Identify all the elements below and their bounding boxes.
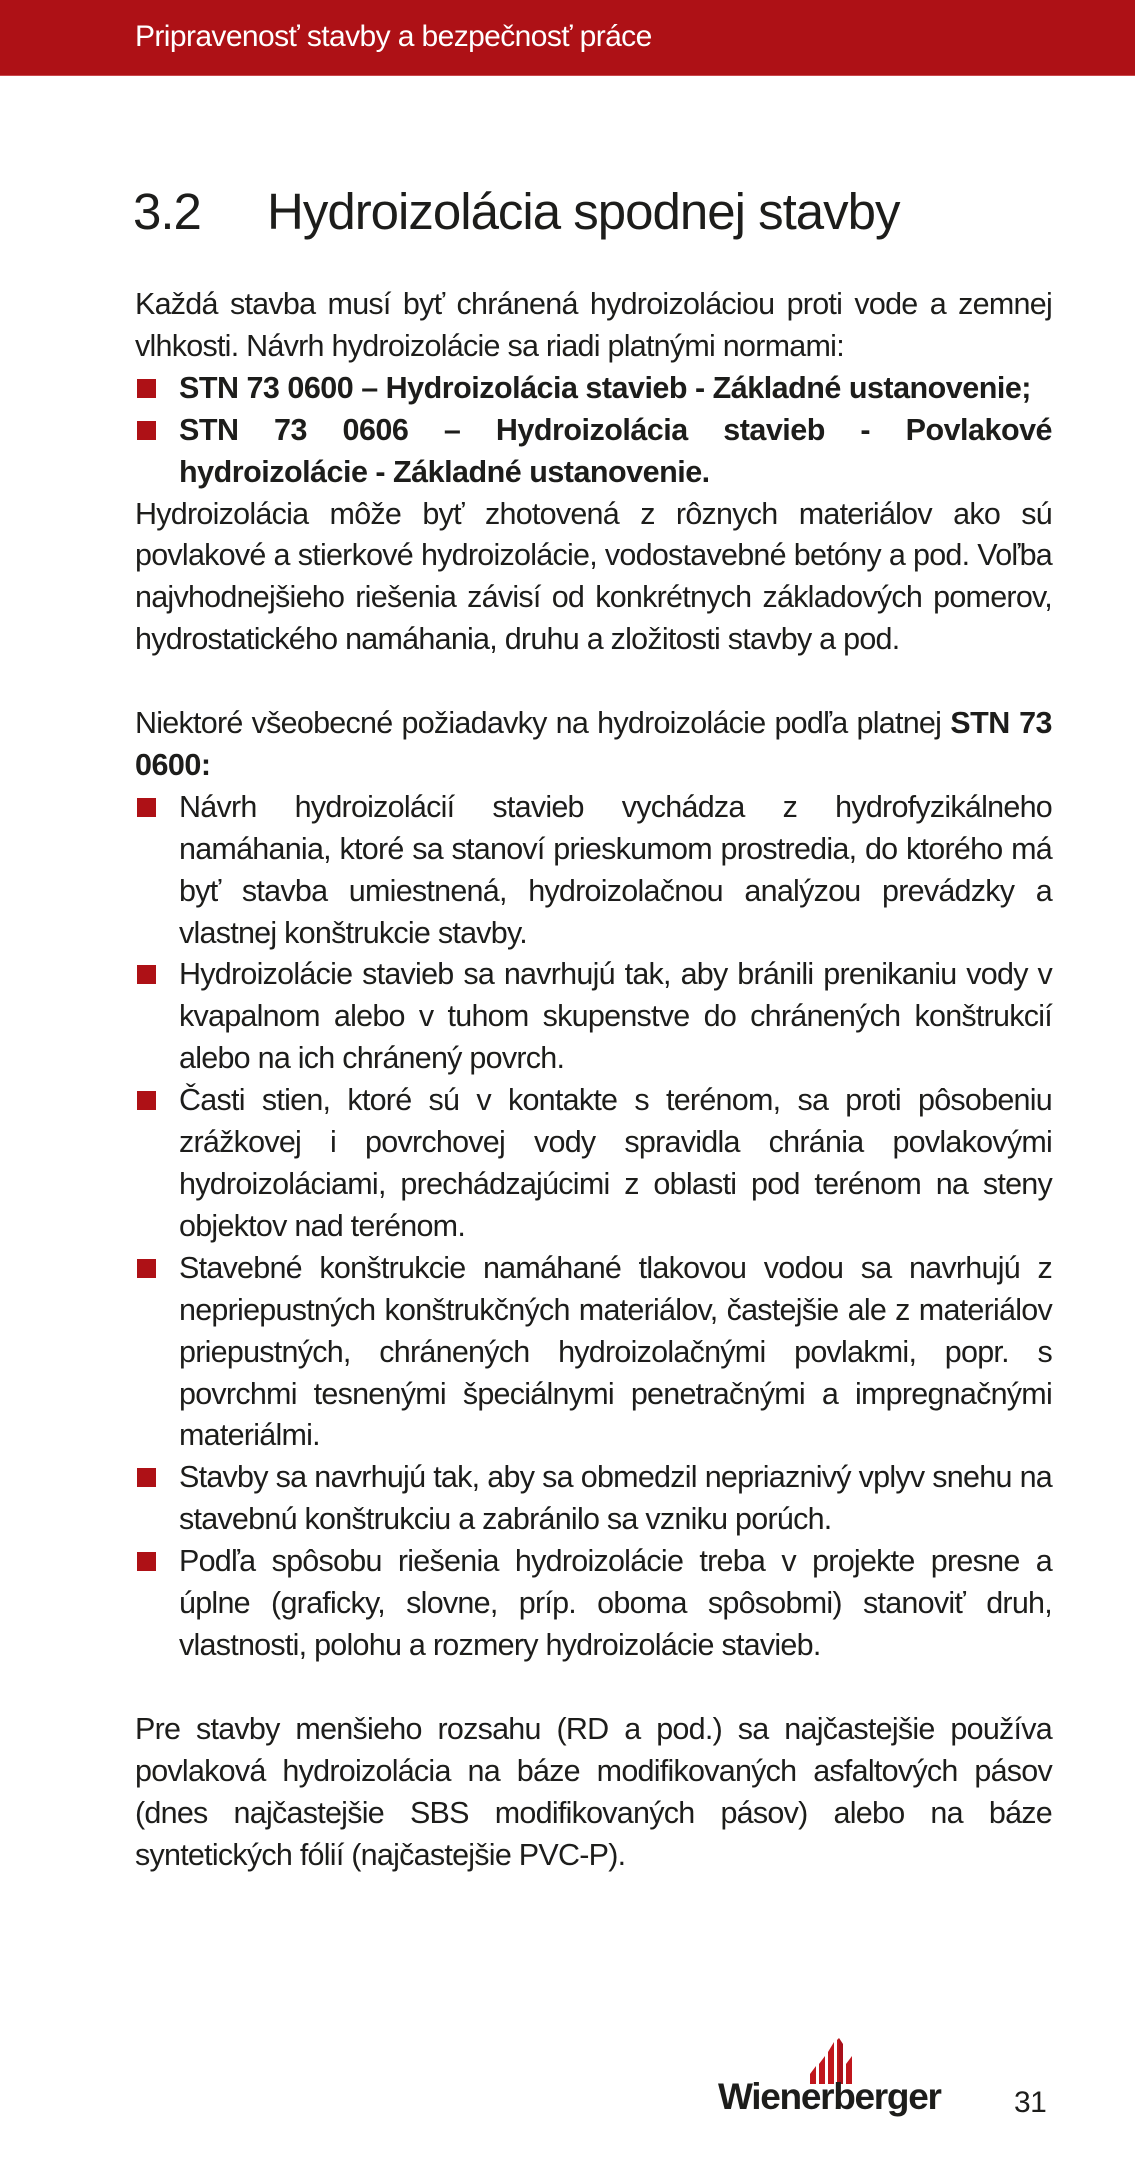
list-item bbox=[135, 368, 1052, 410]
list-item bbox=[135, 954, 1052, 1080]
closing-paragraph: Pre stavby menšieho rozsahu (RD a pod.) sa najčastejšie používa povlaková hydroizolácia na báze modifikovaných asfaltových pásov (dnes najčastejšie SBS modifikovaných pásov) alebo na báze syntetických fólií (najčastejšie PVC-P). bbox=[135, 1711, 1052, 1872]
list-item bbox=[135, 1541, 1052, 1667]
bullet-square-icon bbox=[137, 1091, 156, 1110]
bullet-square-icon bbox=[137, 965, 156, 984]
standards-list bbox=[135, 368, 1052, 494]
standard-text: STN 73 0606 – Hydroizolácia stavieb - Povlakové hydroizolácie - Základné ustanovenie. bbox=[179, 412, 1052, 489]
list-item bbox=[135, 1248, 1052, 1458]
requirement-text: Podľa spôsobu riešenia hydroizolácie treba v projekte presne a úplne (graficky, slovne, príp. oboma spôsobmi) stanoviť druh, vlastnosti, polohu a rozmery hydroizolácie stavieb. bbox=[179, 1544, 1052, 1662]
requirements-list bbox=[135, 787, 1052, 1667]
header-band bbox=[0, 0, 1135, 76]
paragraph-gap bbox=[135, 1667, 1052, 1709]
logo-wordmark: Wienerberger bbox=[718, 2076, 941, 2117]
requirement-text: Návrh hydroizolácií stavieb vychádza z hydrofyzikálneho namáhania, ktoré sa stanoví prieskumom prostredia, do ktorého má byť stavba umiestnená, hydroizolačnou analýzou prevádzky a vlastnej konštrukcie stavby. bbox=[179, 789, 1052, 950]
list-item bbox=[135, 1080, 1052, 1248]
requirement-text: Hydroizolácie stavieb sa navrhujú tak, aby bránili prenikaniu vody v kvapalnom alebo v tuhom skupenstve do chránených konštrukcií alebo na ich chránený povrch. bbox=[179, 957, 1052, 1076]
requirements-intro-text: Niektoré všeobecné požiadavky na hydroizolácie podľa platnej bbox=[135, 706, 942, 741]
list-item bbox=[135, 787, 1052, 955]
intro-paragraph: Každá stavba musí byť chránená hydroizoláciou proti vode a zemnej vlhkosti. Návrh hydroizolácie sa riadi platnými normami: bbox=[135, 287, 1052, 363]
bullet-square-icon bbox=[137, 798, 156, 817]
bullet-square-icon bbox=[137, 1468, 156, 1487]
paragraph-gap bbox=[135, 661, 1052, 703]
standard-text: STN 73 0600 – Hydroizolácia stavieb - Základné ustanovenie; bbox=[179, 370, 1031, 405]
bullet-square-icon bbox=[137, 379, 156, 398]
section-number: 3.2 bbox=[133, 183, 201, 240]
requirement-text: Stavby sa navrhujú tak, aby sa obmedzil nepriaznivý vplyv snehu na stavebnú konštrukciu a zabránilo sa vzniku porúch. bbox=[179, 1460, 1052, 1537]
bullet-square-icon bbox=[137, 421, 156, 440]
list-item bbox=[135, 410, 1052, 494]
page-content bbox=[135, 284, 1052, 1876]
section-title: Hydroizolácia spodnej stavby bbox=[267, 183, 900, 240]
chapter-title: Pripravenosť stavby a bezpečnosť práce bbox=[135, 20, 652, 53]
requirement-text: Stavebné konštrukcie namáhané tlakovou vodou sa navrhujú z nepriepustných konštrukčných materiálov, častejšie ale z materiálov priepustných, chránených hydroizolačnými povlakmi, popr. s povrchmi tesnenými špeciálnymi penetračnými a impregnačnými materiálmi. bbox=[179, 1250, 1052, 1453]
bullet-square-icon bbox=[137, 1259, 156, 1278]
wienerberger-logo bbox=[718, 2038, 958, 2118]
section-heading bbox=[133, 180, 900, 244]
requirements-norm: STN 73 0600: bbox=[135, 706, 1052, 782]
requirement-text: Časti stien, ktoré sú v kontakte s terénom, sa proti pôsobeniu zrážkovej i povrchovej vody spravidla chránia povlakovými hydroizoláciami, prechádzajúcimi z oblasti pod terénom na steny objektov nad terénom. bbox=[179, 1083, 1052, 1243]
bullet-square-icon bbox=[137, 1552, 156, 1571]
page-number: 31 bbox=[1014, 2086, 1047, 2119]
requirements-intro bbox=[135, 703, 1052, 787]
list-item bbox=[135, 1457, 1052, 1541]
materials-paragraph: Hydroizolácia môže byť zhotovená z rôznych materiálov ako sú povlakové a stierkové hydroizolácie, vodostavebné betóny a pod. Voľba najvhodnejšieho riešenia závisí od konkrétnych základových pomerov, hydrostatického namáhania, druhu a zložitosti stavby a pod. bbox=[135, 496, 1052, 657]
